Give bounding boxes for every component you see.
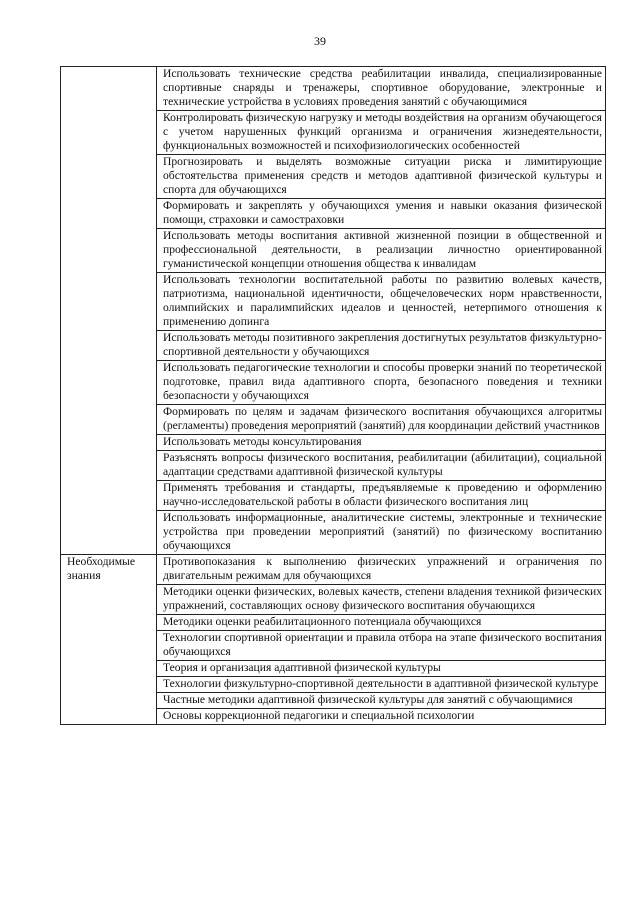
table-cell: Использовать методы консультирования	[157, 435, 606, 451]
table-cell: Использовать информационные, аналитические системы, электронные и технические устройства при проведении мероприятий (занятий) по физическому воспитанию обучающихся	[157, 511, 606, 555]
table-cell: Формировать и закреплять у обучающихся умения и навыки оказания физической помощи, страховки и самостраховки	[157, 199, 606, 229]
table-cell: Технологии физкультурно-спортивной деятельности в адаптивной физической культуре	[157, 677, 606, 693]
table-cell: Противопоказания к выполнению физических упражнений и ограничения по двигательным режимам для обучающихся	[157, 555, 606, 585]
table-cell: Основы коррекционной педагогики и специальной психологии	[157, 709, 606, 725]
table-cell: Применять требования и стандарты, предъявляемые к проведению и оформлению научно-исследовательской работы в области физического воспитания лиц	[157, 481, 606, 511]
table-cell: Использовать методы позитивного закрепления достигнутых результатов физкультурно-спортивной деятельности у обучающихся	[157, 331, 606, 361]
table-row	[61, 555, 606, 585]
table-cell: Контролировать физическую нагрузку и методы воздействия на организм обучающегося с учетом нарушенных функций организма и ограничения жизнедеятельности, функциональных возможностей и психофизиологических особенностей	[157, 111, 606, 155]
table-cell: Использовать методы воспитания активной жизненной позиции в общественной и профессиональной деятельности, в реализации личностно ориентированной гуманистической концепции отношения общества к инвалидам	[157, 229, 606, 273]
table-cell: Частные методики адаптивной физической культуры для занятий с обучающимися	[157, 693, 606, 709]
table-cell: Формировать по целям и задачам физического воспитания обучающихся алгоритмы (регламенты) проведения мероприятий (занятий) для координации действий участников	[157, 405, 606, 435]
knowledge-label: Необходимые знания	[61, 555, 157, 725]
table-cell: Методики оценки физических, волевых качеств, степени владения техникой физических упражнений, составляющих основу физического воспитания обучающихся	[157, 585, 606, 615]
table-cell: Теория и организация адаптивной физической культуры	[157, 661, 606, 677]
table-cell: Использовать педагогические технологии и способы проверки знаний по теоретической подготовке, правил вида адаптивного спорта, безопасного поведения и техники безопасности у обучающихся	[157, 361, 606, 405]
page-number: 39	[314, 34, 326, 48]
table-cell: Технологии спортивной ориентации и правила отбора на этапе физического воспитания обучающихся	[157, 631, 606, 661]
requirements-table	[60, 66, 606, 725]
table-cell: Разъяснять вопросы физического воспитания, реабилитации (абилитации), социальной адаптации средствами адаптивной физической культуры	[157, 451, 606, 481]
skills-label-cell	[61, 67, 157, 555]
table-row	[61, 67, 606, 111]
table-cell: Использовать технические средства реабилитации инвалида, специализированные спортивные снаряды и тренажеры, спортивное оборудование, электронные и технические устройства в условиях проведения занятий с обучающимися	[157, 67, 606, 111]
table-cell: Использовать технологии воспитательной работы по развитию волевых качеств, патриотизма, национальной идентичности, общечеловеческих норм нравственности, олимпийских и паралимпийских идеалов и ценностей, нетерпимого отношения к применению допинга	[157, 273, 606, 331]
table-cell: Методики оценки реабилитационного потенциала обучающихся	[157, 615, 606, 631]
table-cell: Прогнозировать и выделять возможные ситуации риска и лимитирующие обстоятельства применения средств и методов адаптивной физической культуры и спорта для обучающихся	[157, 155, 606, 199]
